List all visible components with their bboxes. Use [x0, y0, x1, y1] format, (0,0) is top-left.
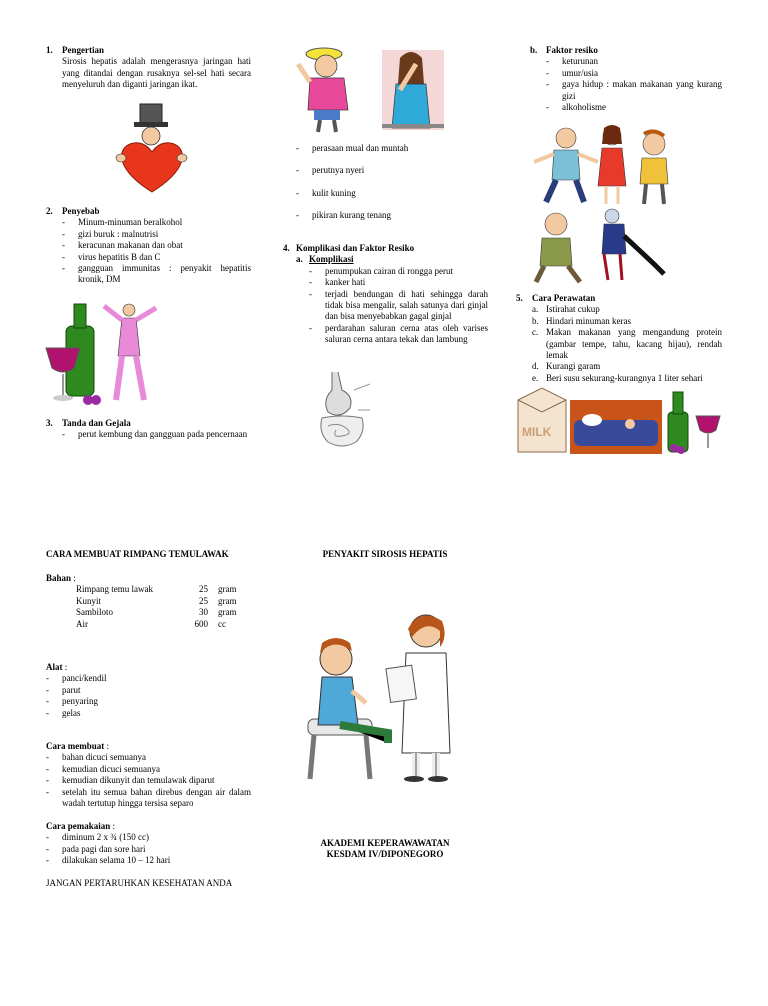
list-item: - perdarahan saluran cerna atas oleh varises saluran cerna antara tekak dan lambung	[309, 323, 488, 346]
list-item: - perasaan mual dan muntah	[296, 143, 456, 154]
list-item: - kanker hati	[309, 277, 488, 288]
risk-people-illustration	[528, 124, 673, 284]
cover-title: PENYAKIT SIROSIS HEPATIS	[322, 549, 448, 559]
list-item: - panci/kendil	[46, 673, 256, 684]
table-row: Air 600 cc	[76, 618, 226, 629]
section-number: 1.	[46, 45, 53, 55]
section-number: 4.	[283, 243, 290, 253]
list-item: - pikiran kurang tenang	[296, 210, 456, 221]
section-number: 5.	[516, 293, 523, 303]
list-item: - penumpukan cairan di rongga perut	[309, 266, 488, 277]
digestive-system-illustration	[312, 370, 372, 452]
cara-pemakaian-label: Cara pemakaian	[46, 821, 111, 831]
list-item: - parut	[46, 685, 256, 696]
gejala-lanjut-list	[296, 143, 456, 233]
section-number: 3.	[46, 418, 53, 428]
list-item: - alkoholisme	[546, 102, 722, 113]
list-item: e. Beri susu sekurang-kurangnya 1 liter sehari	[532, 372, 703, 383]
section-title-penyebab: Penyebab	[62, 206, 100, 216]
heart-hat-illustration	[112, 100, 192, 195]
list-item: - gelas	[46, 708, 256, 719]
bahan-table	[76, 584, 237, 630]
section-faktor-resiko	[530, 45, 722, 113]
bahan-section: Bahan : Rimpang temu lawak 25 gram Kunyit 25 gram Sambiloto 30 gram Air 600 cc	[46, 573, 237, 629]
wine-dancer-illustration	[44, 296, 164, 408]
list-item: - dilakukan selama 10 – 12 hari	[46, 855, 256, 866]
list-item: - setelah itu semua bahan direbus dengan air dalam wadah tertutup hingga tersisa separo	[46, 787, 251, 810]
list-item: d. Kurangi garam	[532, 361, 601, 372]
list-item: c. Makan makanan yang mengandung protein (gambar tempe, tahu, kacang hijau), rendah lemak	[532, 327, 722, 361]
list-item: - gizi buruk : malnutrisi	[62, 229, 251, 240]
care-illustration	[514, 386, 724, 456]
sub-mark: a.	[296, 254, 303, 265]
list-item: - kemudian dicuci semuanya	[46, 764, 251, 775]
list-item: - virus hepatitis B dan C	[62, 252, 251, 263]
table-row: Kunyit 25 gram	[76, 595, 237, 606]
alat-section: Alat : - panci/kendil - parut - penyaring - gelas	[46, 662, 256, 719]
list-item: - gangguan immunitas : penyakit hepatitis kronik, DM	[62, 263, 251, 286]
list-item: - diminum 2 x ¾ (150 cc)	[46, 832, 256, 843]
list-item: - gaya hidup : makan makanan yang kurang gizi	[546, 79, 722, 102]
section-pengertian	[46, 45, 251, 91]
section-title-komplikasi: Komplikasi dan Faktor Resiko	[296, 243, 415, 253]
list-item: b. Hindari minuman keras	[532, 315, 631, 326]
list-item: - umur/usia	[546, 68, 722, 79]
doctor-patient-illustration	[300, 607, 460, 783]
bahan-label: Bahan	[46, 573, 72, 583]
list-item: - keracunan makanan dan obat	[62, 240, 251, 251]
list-item: - pada pagi dan sore hari	[46, 844, 256, 855]
list-item: - terjadi bendungan di hati sehingga darah tidak bisa mengalir, salah satunya dari ginjal dan bisa menyebabkan gagal ginjal	[309, 289, 488, 323]
list-item: - keturunan	[546, 56, 722, 67]
list-item: - bahan dicuci semuanya	[46, 752, 251, 763]
section-number: 2.	[46, 206, 53, 216]
list-item: - perutnya nyeri	[296, 165, 456, 176]
section-title-tanda: Tanda dan Gejala	[62, 418, 131, 428]
resep-title: CARA MEMBUAT RIMPANG TEMULAWAK	[46, 549, 229, 559]
sick-people-illustration	[296, 44, 446, 134]
cara-membuat-label: Cara membuat	[46, 741, 105, 751]
section-tanda-gejala	[46, 418, 251, 441]
table-row: Rimpang temu lawak 25 gram	[76, 584, 237, 595]
subsection-title-komplikasi: Komplikasi	[309, 254, 354, 265]
list-item: - kulit kuning	[296, 188, 456, 199]
section-title-perawatan: Cara Perawatan	[532, 293, 596, 303]
pengertian-text: Sirosis hepatis adalah mengerasnya jaringan hati yang ditandai dengan rusaknya sel-sel hati secara menyeluruh dan diganti jaringan ikat.	[62, 56, 251, 90]
list-item: - penyaring	[46, 696, 256, 707]
section-komplikasi	[283, 243, 488, 346]
institution-line-1: AKADEMI KEPERAWAWATAN	[320, 838, 450, 848]
closing-slogan: JANGAN PERTARUHKAN KESEHATAN ANDA	[46, 878, 233, 888]
institution-line-2: KESDAM IV/DIPONEGORO	[326, 849, 444, 860]
alat-label: Alat	[46, 662, 63, 672]
cara-membuat-section: Cara membuat : - bahan dicuci semuanya - kemudian dicuci semuanya - kemudian dikunyit dan temulawak diparut - setelah itu semua bahan direbus dengan air dalam wadah tertutup hingga tersisa separo	[46, 741, 251, 809]
table-row: Sambiloto 30 gram	[76, 607, 237, 618]
section-title-faktor: Faktor resiko	[546, 45, 598, 55]
list-item: - Minum-minuman beralkohol	[62, 217, 251, 228]
list-item: - perut kembung dan gangguan pada pencernaan	[62, 429, 251, 440]
milk-label: MILK	[522, 425, 552, 439]
section-cara-perawatan	[516, 293, 722, 384]
list-item: a. Istirahat cukup	[532, 304, 600, 315]
list-item: - kemudian dikunyit dan temulawak diparut	[46, 775, 251, 786]
cara-pemakaian-section: Cara pemakaian : - diminum 2 x ¾ (150 cc) - pada pagi dan sore hari - dilakukan selama 10 – 12 hari	[46, 821, 256, 867]
sub-mark: b.	[530, 45, 538, 55]
section-penyebab	[46, 206, 251, 286]
section-title-pengertian: Pengertian	[62, 45, 104, 55]
institution-name	[290, 838, 480, 861]
